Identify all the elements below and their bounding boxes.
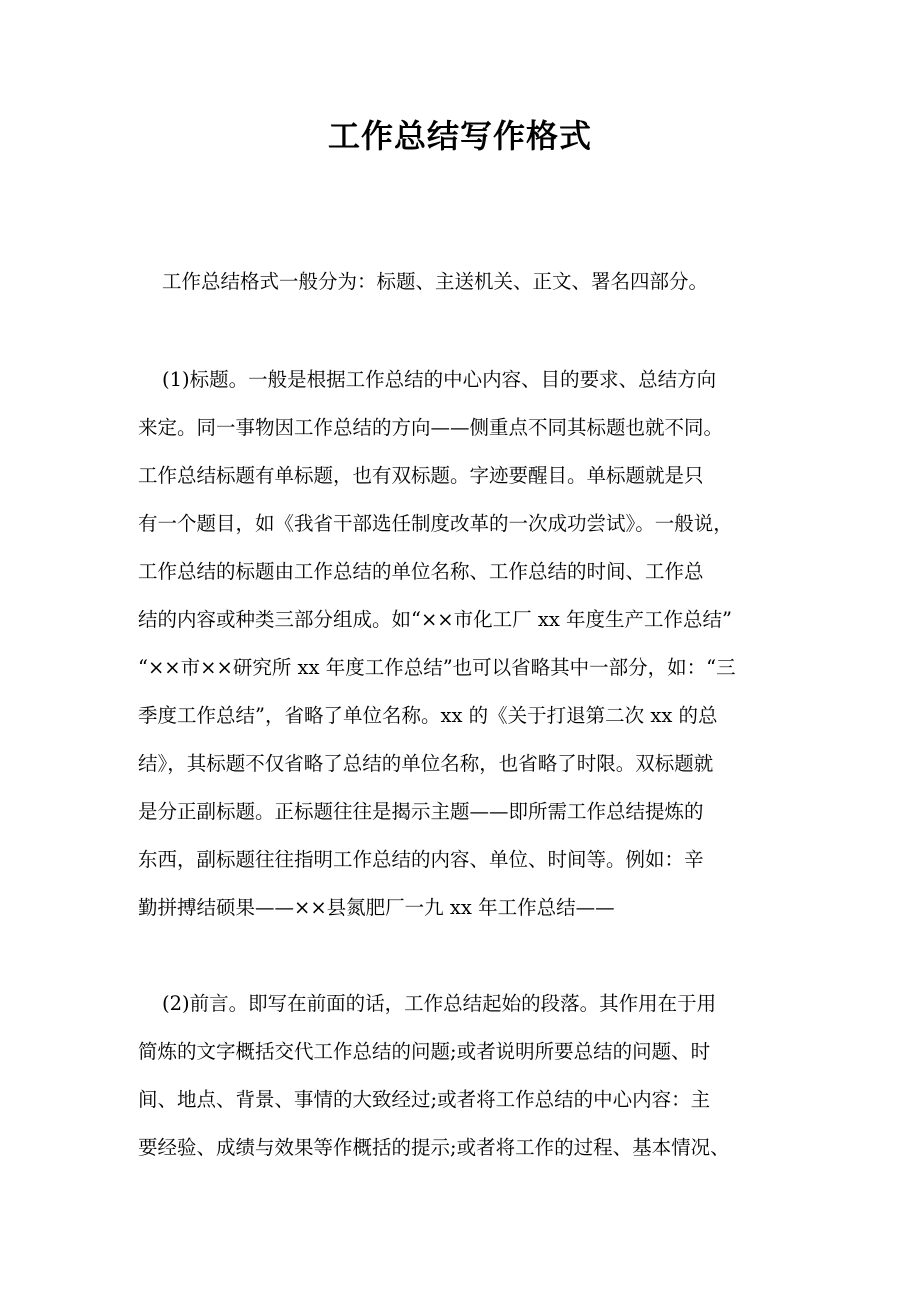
paragraph-title-section: [138, 356, 790, 932]
paragraph-intro: [138, 258, 790, 306]
text-line: 工作总结的标题由工作总结的单位名称、工作总结的时间、工作总: [138, 560, 704, 583]
text-line: 东西，副标题往往指明工作总结的内容、单位、时间等。例如：辛: [138, 848, 704, 871]
text-line: 季度工作总结”，省略了单位名称。xx 的《关于打退第二次 xx 的总: [138, 704, 718, 727]
text-line: (2)前言。即写在前面的话，工作总结起始的段落。其作用在于用: [162, 992, 717, 1015]
text-line: “××市××研究所 xx 年度工作总结”也可以省略其中一部分，如：“三: [138, 656, 736, 679]
text-line: 工作总结标题有单标题，也有双标题。字迹要醒目。单标题就是只: [138, 464, 704, 487]
text-line: 有一个题目，如《我省干部选任制度改革的一次成功尝试》。一般说，: [138, 512, 733, 535]
text-line: 勤拼搏结硕果——××县氮肥厂一九 xx 年工作总结——: [138, 896, 615, 919]
text-line: 简炼的文字概括交代工作总结的问题;或者说明所要总结的问题、时: [138, 1040, 711, 1063]
text-line: 工作总结格式一般分为：标题、主送机关、正文、署名四部分。: [162, 270, 709, 293]
text-line: (1)标题。一般是根据工作总结的中心内容、目的要求、总结方向: [162, 368, 717, 391]
text-line: 结的内容或种类三部分组成。如“××市化工厂 xx 年度生产工作总结”: [138, 608, 733, 631]
text-line: 是分正副标题。正标题往往是揭示主题——即所需工作总结提炼的: [138, 800, 704, 823]
document-title: 工作总结写作格式: [327, 117, 592, 155]
text-line: 来定。同一事物因工作总结的方向——侧重点不同其标题也就不同。: [138, 416, 724, 439]
text-line: 要经验、成绩与效果等作概括的提示;或者将工作的过程、基本情况、: [138, 1136, 730, 1159]
text-line: 结》，其标题不仅省略了总结的单位名称，也省略了时限。双标题就: [138, 752, 714, 775]
paragraph-preface-section: [138, 980, 790, 1172]
text-line: 间、地点、背景、事情的大致经过;或者将工作总结的中心内容：主: [138, 1088, 711, 1111]
